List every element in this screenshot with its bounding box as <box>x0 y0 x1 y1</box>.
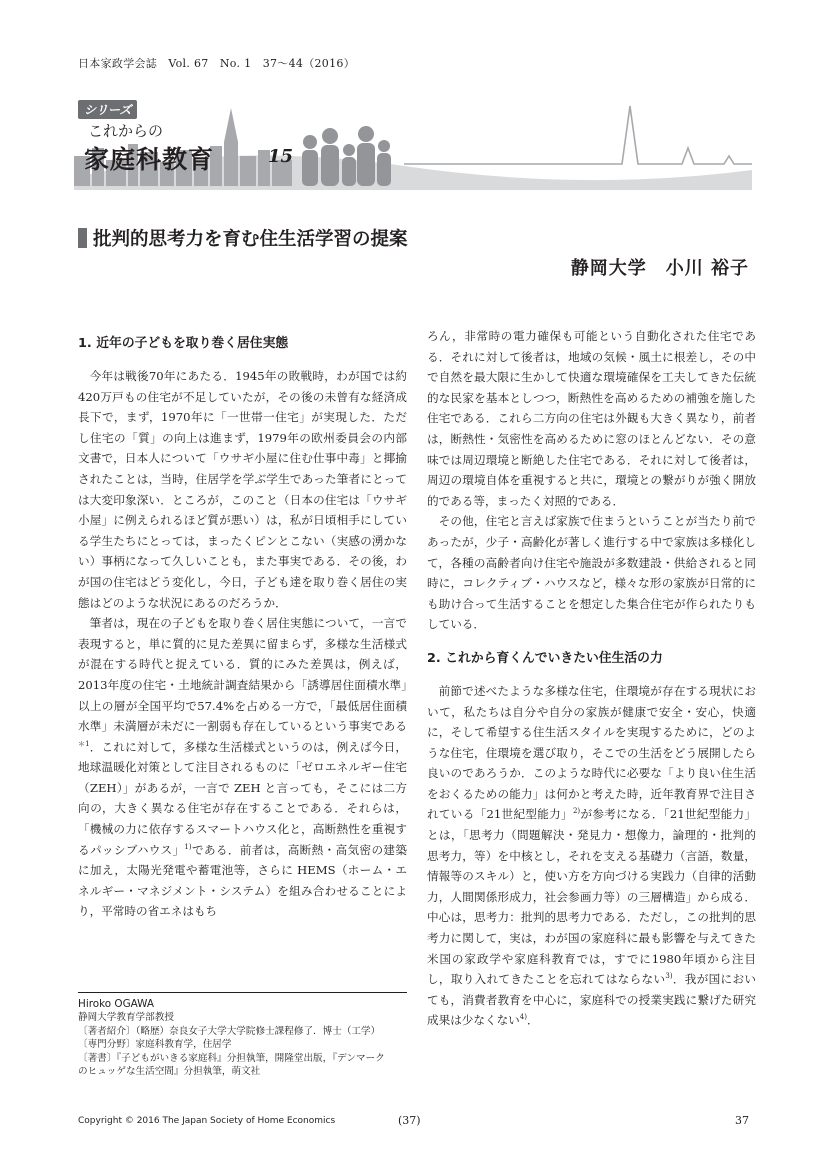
series-tag: シリーズ <box>78 100 137 119</box>
article-title <box>78 225 408 251</box>
section-heading-1: 1. 近年の子どもを取り巻く居住実態 <box>78 336 289 351</box>
author-books-cont: のヒュッゲな生活空間』分担執筆，萌文社 <box>78 1066 261 1078</box>
author-books: 〔著書〕『子どもがいきる家庭科』分担執筆，開隆堂出版，『デンマーク <box>78 1052 385 1064</box>
paragraph: 今年は戦後70年にあたる．1945年の敗戦時，わが国では約420万戸もの住宅が不足していたが，その後の未曾有な経済成長下で，まず，1970年に「一世帯一住宅」が実現した．ただし住宅の「質」の向上は進まず，1979年の欧州委員会の内部文書で，日本人について「ウサギ小屋に住む仕事中毒」と揶揄されたことは，当時，住居学を学ぶ学生であった筆者にとっては大変印象深い．ところが，このこと（日本の住宅は「ウサギ小屋」に例えられるほど質が悪い）は，私が日頃相手にしている学生たちにとっては，まったくピンとこない（実感の湧かない）事柄になって久しいことも，また事実である．その後，わが国の住宅はどう変化し，今日，子ども達を取り巻く居住の実態はどのような状況にあるのだろうか． <box>78 369 407 610</box>
copyright: Copyright © 2016 The Japan Society of Home Economics <box>78 1116 336 1126</box>
reference-marker: 1) <box>184 842 192 851</box>
title-marker <box>78 228 87 248</box>
reference-marker: 3) <box>665 972 673 981</box>
author-field: 〔専門分野〕家庭科教育学，住居学 <box>78 1039 232 1051</box>
author-info-box <box>78 992 407 1078</box>
paragraph: 筆者は，現在の子どもを取り巻く居住実態について，一言で表現すると，単に質的に見た差異に留まらず，多様な生活様式が混在する時代と捉えている．質的にみた差異は，例えば，2013年度の住宅・土地統計調査結果から「誘導居住面積水準」以上の層が全国平均で57.4%を占める一方で，「最低居住面積水準」未満層が未だに一割弱も存在しているという事実である$^{*1}$．これに対して，多様な生活様式というのは，例えば今日，地球温暖化対策として注目されるものに「ゼロエネルギー住宅（ZEH）」があるが，一言で ZEH と言っても，そこには二方向の，大きく異なる住宅が存在することである．それらは，「機械の力に依存するスマートハウス化と，高断熱性を重視するパッシブハウス」$^{1)}$である．前者は，高断熱・高気密の建築に加え，太陽光発電や蓄電池等，さらに HEMS（ホーム・エネルギー・マネジメント・システム）を組み合わせることにより，平常時の省エネはもち <box>78 616 407 919</box>
page-number-center: (37) <box>398 1114 421 1127</box>
paragraph: その他，住宅と言えば家族で住まうということが当たり前であったが，少子・高齢化が著しく進行する中で家族は多様化して，各種の高齢者向け住宅や施設が多数建設・供給されると同時に，コレクティブ・ハウスなど，様々な形の家族が日常的にも助け合って生活することを想定した集合住宅が作られたりもしている． <box>427 514 756 632</box>
footnote-ref: ＊1 <box>78 739 90 748</box>
author-career: 〔著者紹介〕（略歴）奈良女子大学大学院修士課程修了．博士（工学） <box>78 1025 381 1037</box>
left-column <box>78 326 407 922</box>
journal-header: 日本家政学会誌 Vol. 67 No. 1 37～44（2016） <box>78 57 355 70</box>
right-column <box>427 326 756 1031</box>
series-number: 15 <box>268 146 294 167</box>
author-name-roman: Hiroko OGAWA <box>78 998 154 1010</box>
reference-marker: 2) <box>572 807 581 816</box>
reference-marker: 4) <box>519 1013 527 1022</box>
page-number-right: 37 <box>735 1114 749 1127</box>
paragraph: 前節で述べたような多様な住宅，住環境が存在する現状において，私たちは自分や自分の家族が健康で安全・安心，快適に，そして希望する住生活スタイルを実現するために，どのような住宅，住環境を選び取り，そこでの生活をどう展開したら良いのであろうか．このような時代に必要な「より良い住生活をおくるための能力」は何かと考えた時，近年教育界で注目されている「21世紀型能力」$^{2)}$が参考になる．「21世紀型能力」とは，「思考力（問題解決・発見力・想像力，論理的・批判的思考力，等）を中核とし，それを支える基礎力（言語，数量，情報等のスキル）と，使い方を方向づける実践力（自律的活動力，人間関係形成力，社会参画力等）の三層構造」から成る．中心は，思考力：批判的思考力である．ただし，この批判的思考力に関して，実は，わが国の家庭科に最も影響を与えてきた米国の家政学や家庭科教育では，すでに1980年頃から注目し，取り入れてきたことを忘れてはならない$^{3)}$．我が国においても，消費者教育を中心に，家庭科での授業実践に繋げた研究成果は少なくない$^{4)}$． <box>427 683 756 1028</box>
series-subtitle: これからの <box>88 122 164 140</box>
section-heading-2: 2. これから育くんでいきたい住生活の力 <box>427 650 663 666</box>
article-title-text: 批判的思考力を育む住生活学習の提案 <box>93 229 408 250</box>
series-title: 家庭科教育 <box>84 145 215 174</box>
article-author: 静岡大学 小川 裕子 <box>570 258 749 279</box>
paragraph: ろん，非常時の電力確保も可能という自動化された住宅である．それに対して後者は，地域の気候・風土に根差し，その中で自然を最大限に生かして快適な環境確保を工夫してきた伝統的な民家を基本としつつ，断熱性を高めるための補強を施した住宅である．これら二方向の住宅は外観も大きく異なり，前者は，断熱性・気密性を高めるために窓のほとんどない．その意味では周辺環境と断絶した住宅である．それに対して後者は，周辺の環境自体を重視すると共に，環境との繋がりが強く開放的である等，まったく対照的である． <box>427 329 756 508</box>
page-footer <box>78 1114 749 1130</box>
author-affiliation: 静岡大学教育学部教授 <box>78 1012 174 1024</box>
